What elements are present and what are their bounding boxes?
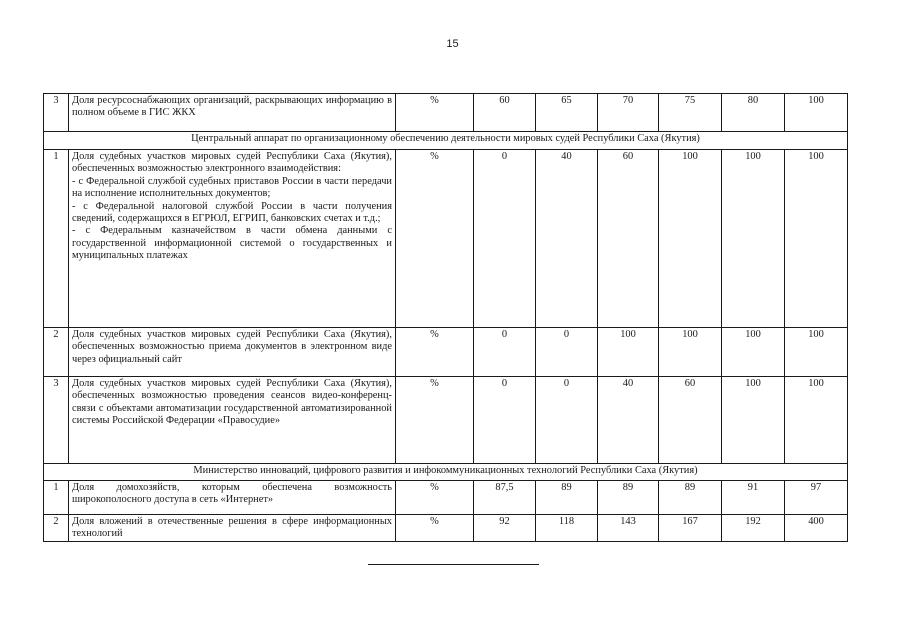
value-cell: 40 — [536, 150, 598, 328]
value-cell: 167 — [659, 515, 722, 542]
table-row — [44, 515, 848, 542]
value-cell: 143 — [598, 515, 659, 542]
value-cell: 89 — [659, 481, 722, 515]
indicator-name: Доля ресурсоснабжающих организаций, раскрывающих информацию в полном объеме в ГИС ЖКХ — [69, 94, 396, 132]
value-cell: 400 — [785, 515, 848, 542]
value-cell: 100 — [722, 328, 785, 377]
value-cell: 60 — [474, 94, 536, 132]
indicator-name: Доля домохозяйств, которым обеспечена возможность широкополосного доступа в сеть «Интернет» — [69, 481, 396, 515]
value-cell: 60 — [659, 377, 722, 464]
value-cell: 40 — [598, 377, 659, 464]
value-cell: 100 — [785, 94, 848, 132]
value-cell: 75 — [659, 94, 722, 132]
unit-cell: % — [396, 515, 474, 542]
indicator-table — [43, 93, 848, 542]
value-cell: 89 — [536, 481, 598, 515]
row-number: 2 — [44, 328, 69, 377]
value-cell: 70 — [598, 94, 659, 132]
value-cell: 92 — [474, 515, 536, 542]
value-cell: 100 — [785, 328, 848, 377]
table-row — [44, 328, 848, 377]
table-row — [44, 94, 848, 132]
section-title: Центральный аппарат по организационному обеспечению деятельности мировых судей Республики Саха (Якутия) — [44, 132, 848, 150]
row-number: 3 — [44, 94, 69, 132]
value-cell: 89 — [598, 481, 659, 515]
table-row — [44, 150, 848, 328]
value-cell: 118 — [536, 515, 598, 542]
value-cell: 0 — [474, 328, 536, 377]
unit-cell: % — [396, 328, 474, 377]
value-cell: 0 — [536, 377, 598, 464]
value-cell: 97 — [785, 481, 848, 515]
table-row — [44, 377, 848, 464]
unit-cell: % — [396, 481, 474, 515]
value-cell: 100 — [785, 377, 848, 464]
value-cell: 0 — [474, 150, 536, 328]
section-header-row — [44, 464, 848, 481]
value-cell: 100 — [659, 150, 722, 328]
section-title: Министерство инноваций, цифрового развития и инфокоммуникационных технологий Республики Саха (Якутия) — [44, 464, 848, 481]
table-row — [44, 481, 848, 515]
footnote-separator-line — [368, 564, 539, 565]
table-body — [44, 94, 848, 542]
unit-cell: % — [396, 150, 474, 328]
section-header-row — [44, 132, 848, 150]
indicator-name: Доля вложений в отечественные решения в сфере информационных технологий — [69, 515, 396, 542]
value-cell: 87,5 — [474, 481, 536, 515]
row-number: 1 — [44, 481, 69, 515]
unit-cell: % — [396, 94, 474, 132]
value-cell: 100 — [598, 328, 659, 377]
value-cell: 100 — [785, 150, 848, 328]
row-number: 1 — [44, 150, 69, 328]
value-cell: 192 — [722, 515, 785, 542]
value-cell: 80 — [722, 94, 785, 132]
row-number: 3 — [44, 377, 69, 464]
page-number: 15 — [446, 38, 459, 50]
unit-cell: % — [396, 377, 474, 464]
value-cell: 65 — [536, 94, 598, 132]
indicator-name: Доля судебных участков мировых судей Республики Саха (Якутия), обеспеченных возможностью электронного взаимодействия: - с Федеральной службой судебных приставов России в части передачи на исполнение исполнительных документов; - с Федеральной налоговой службой России в части получения сведений, содержащихся в ЕГРЮЛ, ЕГРИП, банковских счетах и т.д.; - с Федеральным казначейством в части обмена данными с государственной информационной системой о государственных и муниципальных платежах — [69, 150, 396, 328]
value-cell: 100 — [722, 377, 785, 464]
indicator-name: Доля судебных участков мировых судей Республики Саха (Якутия), обеспеченных возможностью приема документов в электронном виде через официальный сайт — [69, 328, 396, 377]
indicator-name: Доля судебных участков мировых судей Республики Саха (Якутия), обеспеченных возможностью проведения сеансов видео-конференц-связи с объектами автоматизации государственной автоматизированной системы Российской Федерации «Правосудие» — [69, 377, 396, 464]
value-cell: 60 — [598, 150, 659, 328]
value-cell: 91 — [722, 481, 785, 515]
value-cell: 100 — [659, 328, 722, 377]
row-number: 2 — [44, 515, 69, 542]
value-cell: 100 — [722, 150, 785, 328]
value-cell: 0 — [474, 377, 536, 464]
value-cell: 0 — [536, 328, 598, 377]
